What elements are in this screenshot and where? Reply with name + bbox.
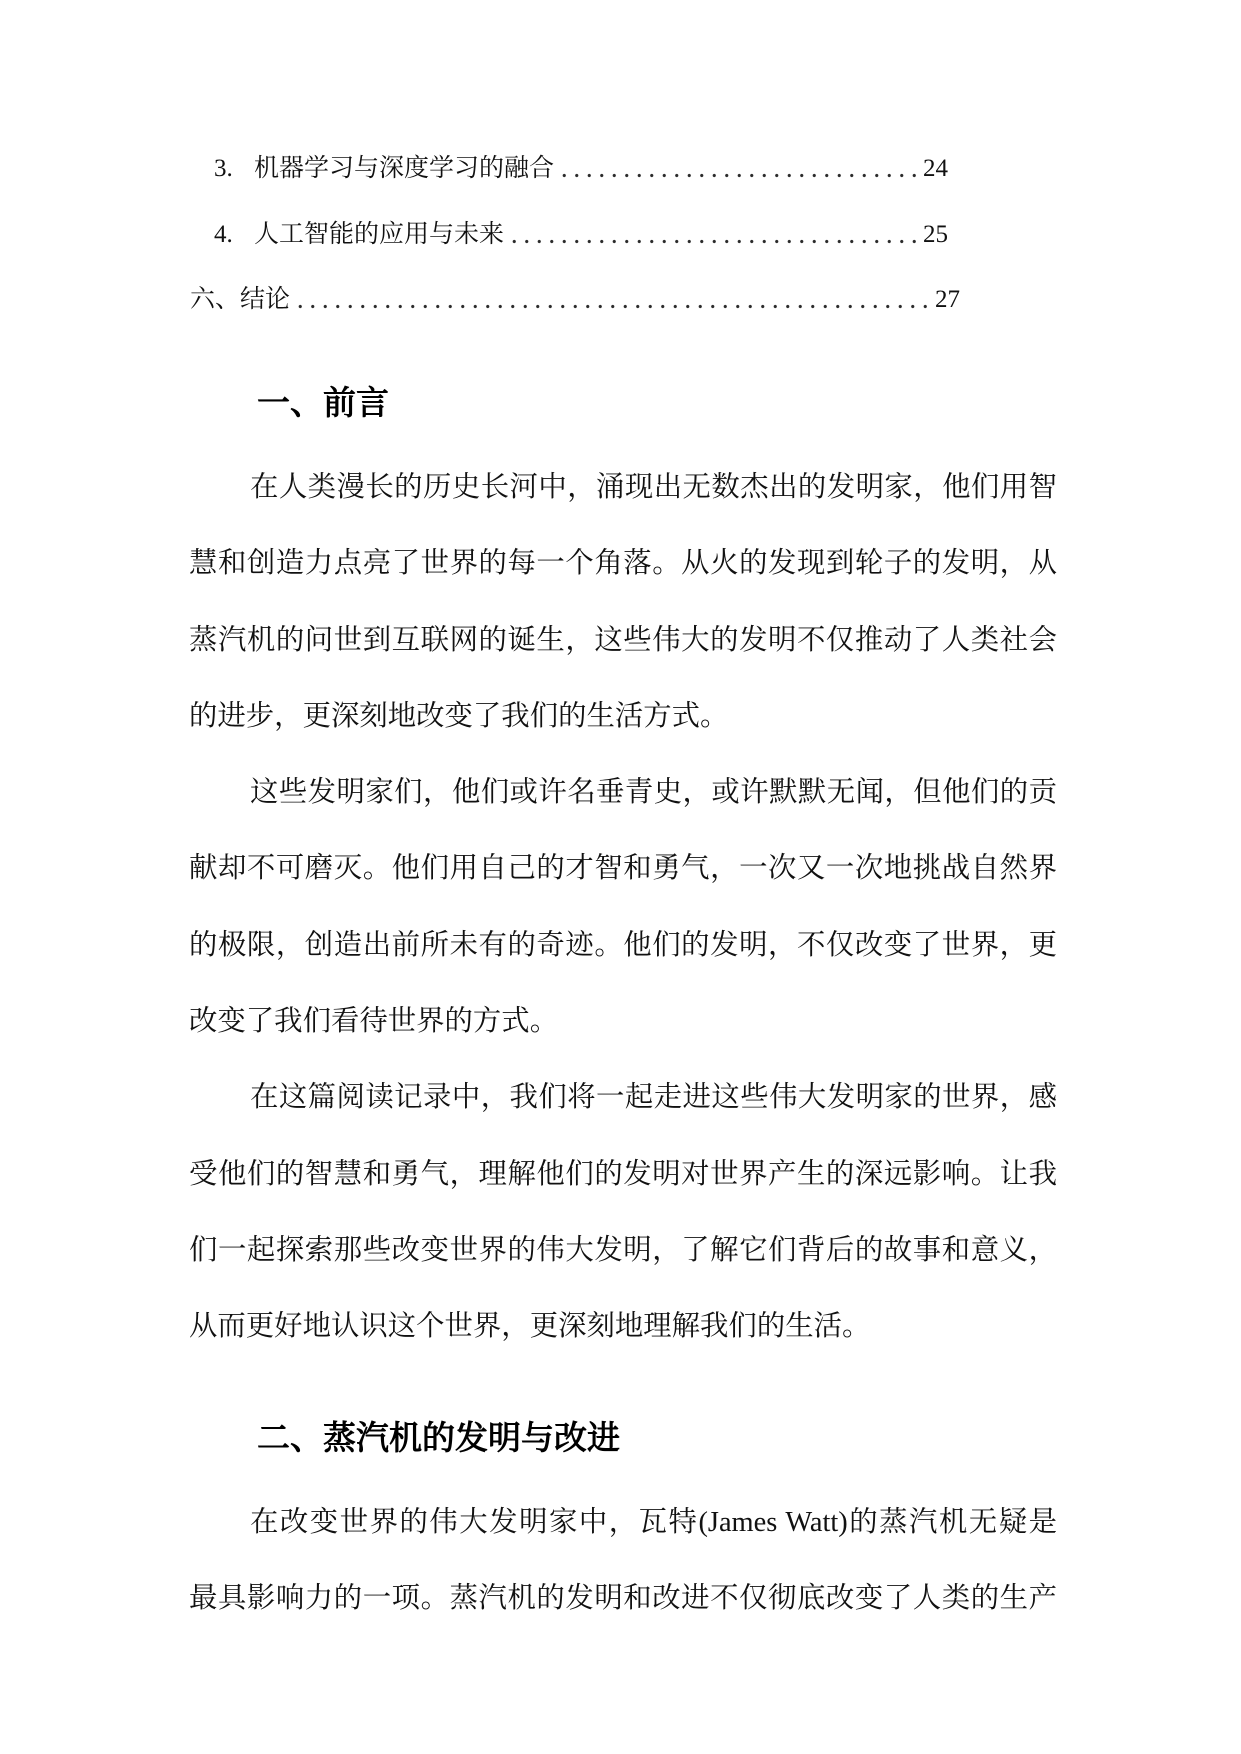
toc-entry-page: 27 [935,286,960,313]
paragraph-line: 这些发明家们，他们或许名垂青史，或许默默无闻，但他们的贡 [250,777,1057,809]
toc-entry-page: 24 [923,155,948,182]
paragraph-line: 最具影响力的一项。蒸汽机的发明和改进不仅彻底改变了人类的生产 [189,1583,1057,1615]
section-body [189,450,1057,1366]
paragraph-line: 慧和创造力点亮了世界的每一个角落。从火的发现到轮子的发明，从 [189,548,1057,580]
toc-entry[interactable] [214,202,948,268]
toc-entry-number: 4. [214,220,233,248]
paragraph-line: 在人类漫长的历史长河中，涌现出无数杰出的发明家，他们用智 [250,472,1057,503]
paragraph-line: 从而更好地认识这个世界，更深刻地理解我们的生活。 [189,1311,871,1343]
paragraph-line: 受他们的智慧和勇气，理解他们的发明对世界产生的深远影响。让我 [189,1158,1057,1190]
toc-dot-leader [558,136,919,202]
toc-entry-label: 机器学习与深度学习的融合 [254,155,555,182]
paragraph-line: 的极限，创造出前所未有的奇迹。他们的发明，不仅改变了世界，更 [189,929,1057,961]
toc-dot-leader [508,202,919,268]
section-body [189,1485,1057,1638]
section-heading: 一、前言 [257,384,389,421]
section-heading: 二、蒸汽机的发明与改进 [257,1419,620,1456]
toc-entry[interactable] [214,136,948,202]
paragraph [189,450,1057,755]
paragraph-line: 在改变世界的伟大发明家中，瓦特(James Watt)的蒸汽机无疑是 [250,1507,1057,1538]
toc-entry[interactable] [190,267,960,333]
table-of-contents [0,136,1241,333]
paragraph [189,755,1057,1060]
toc-entry-label: 人工智能的应用与未来 [254,220,505,248]
paragraph-line: 献却不可磨灭。他们用自己的才智和勇气，一次又一次地挑战自然界 [189,853,1057,885]
toc-entry-label: 六、结论 [190,286,291,313]
toc-dot-leader [294,267,931,333]
paragraph-line: 们一起探索那些改变世界的伟大发明，了解它们背后的故事和意义， [189,1234,1057,1266]
paragraph [189,1485,1057,1638]
paragraph [189,1060,1057,1365]
paragraph-line: 蒸汽机的问世到互联网的诞生，这些伟大的发明不仅推动了人类社会 [189,624,1057,656]
toc-entry-page: 25 [923,220,948,248]
toc-entry-number: 3. [214,155,233,182]
paragraph-line: 的进步，更深刻地改变了我们的生活方式。 [189,700,729,732]
paragraph-line: 在这篇阅读记录中，我们将一起走进这些伟大发明家的世界，感 [250,1082,1057,1114]
paragraph-line: 改变了我们看待世界的方式。 [189,1006,559,1038]
